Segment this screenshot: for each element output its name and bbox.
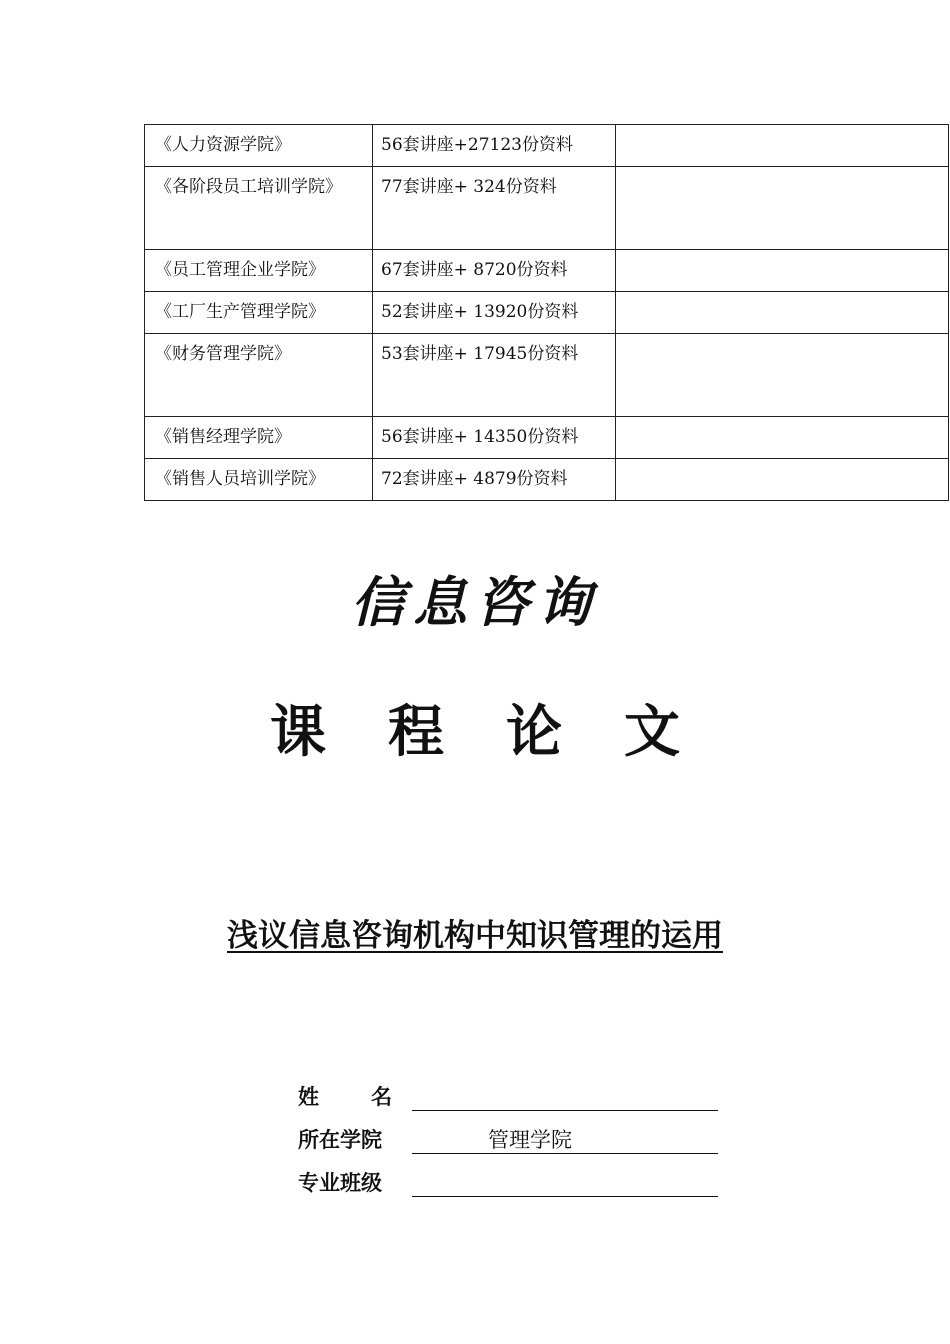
info-row-college <box>298 1125 728 1159</box>
class-underline <box>412 1196 718 1197</box>
thesis-topic-text: 浅议信息咨询机构中知识管理的运用 <box>227 918 723 954</box>
college-value: 管理学院 <box>488 1128 572 1152</box>
table-row <box>145 167 949 250</box>
table-row <box>145 459 949 501</box>
table-cell-extra <box>616 250 949 292</box>
table-cell-extra <box>616 125 949 167</box>
subject-title: 信息咨询 <box>351 570 599 634</box>
table-row <box>145 417 949 459</box>
table-cell-desc: 67套讲座+ 8720份资料 <box>373 250 616 292</box>
table-cell-name: 《财务管理学院》 <box>145 334 373 417</box>
table-cell-desc: 53套讲座+ 17945份资料 <box>373 334 616 417</box>
document-type-title: 课程论文 <box>270 700 742 765</box>
table-cell-desc: 56套讲座+27123份资料 <box>373 125 616 167</box>
table-cell-extra <box>616 167 949 250</box>
table-cell-name: 《人力资源学院》 <box>145 125 373 167</box>
college-label: 所在学院 <box>298 1128 382 1152</box>
table-cell-extra <box>616 334 949 417</box>
table-cell-name: 《工厂生产管理学院》 <box>145 292 373 334</box>
table-cell-name: 《销售人员培训学院》 <box>145 459 373 501</box>
table-cell-name: 《各阶段员工培训学院》 <box>145 167 373 250</box>
table-cell-extra <box>616 459 949 501</box>
table-cell-desc: 77套讲座+ 324份资料 <box>373 167 616 250</box>
thesis-topic <box>0 910 950 955</box>
resource-table <box>144 124 949 501</box>
table-row <box>145 334 949 417</box>
name-underline <box>412 1110 718 1111</box>
table-cell-desc: 52套讲座+ 13920份资料 <box>373 292 616 334</box>
table-cell-extra <box>616 292 949 334</box>
table-row <box>145 250 949 292</box>
info-row-name <box>298 1082 728 1116</box>
name-label: 姓名 <box>298 1085 444 1109</box>
table-cell-extra <box>616 417 949 459</box>
table-row <box>145 125 949 167</box>
class-label: 专业班级 <box>298 1171 382 1195</box>
table-cell-desc: 56套讲座+ 14350份资料 <box>373 417 616 459</box>
table-cell-name: 《销售经理学院》 <box>145 417 373 459</box>
table-row <box>145 292 949 334</box>
table-cell-desc: 72套讲座+ 4879份资料 <box>373 459 616 501</box>
info-row-class <box>298 1168 728 1202</box>
college-underline <box>412 1153 718 1154</box>
table-cell-name: 《员工管理企业学院》 <box>145 250 373 292</box>
